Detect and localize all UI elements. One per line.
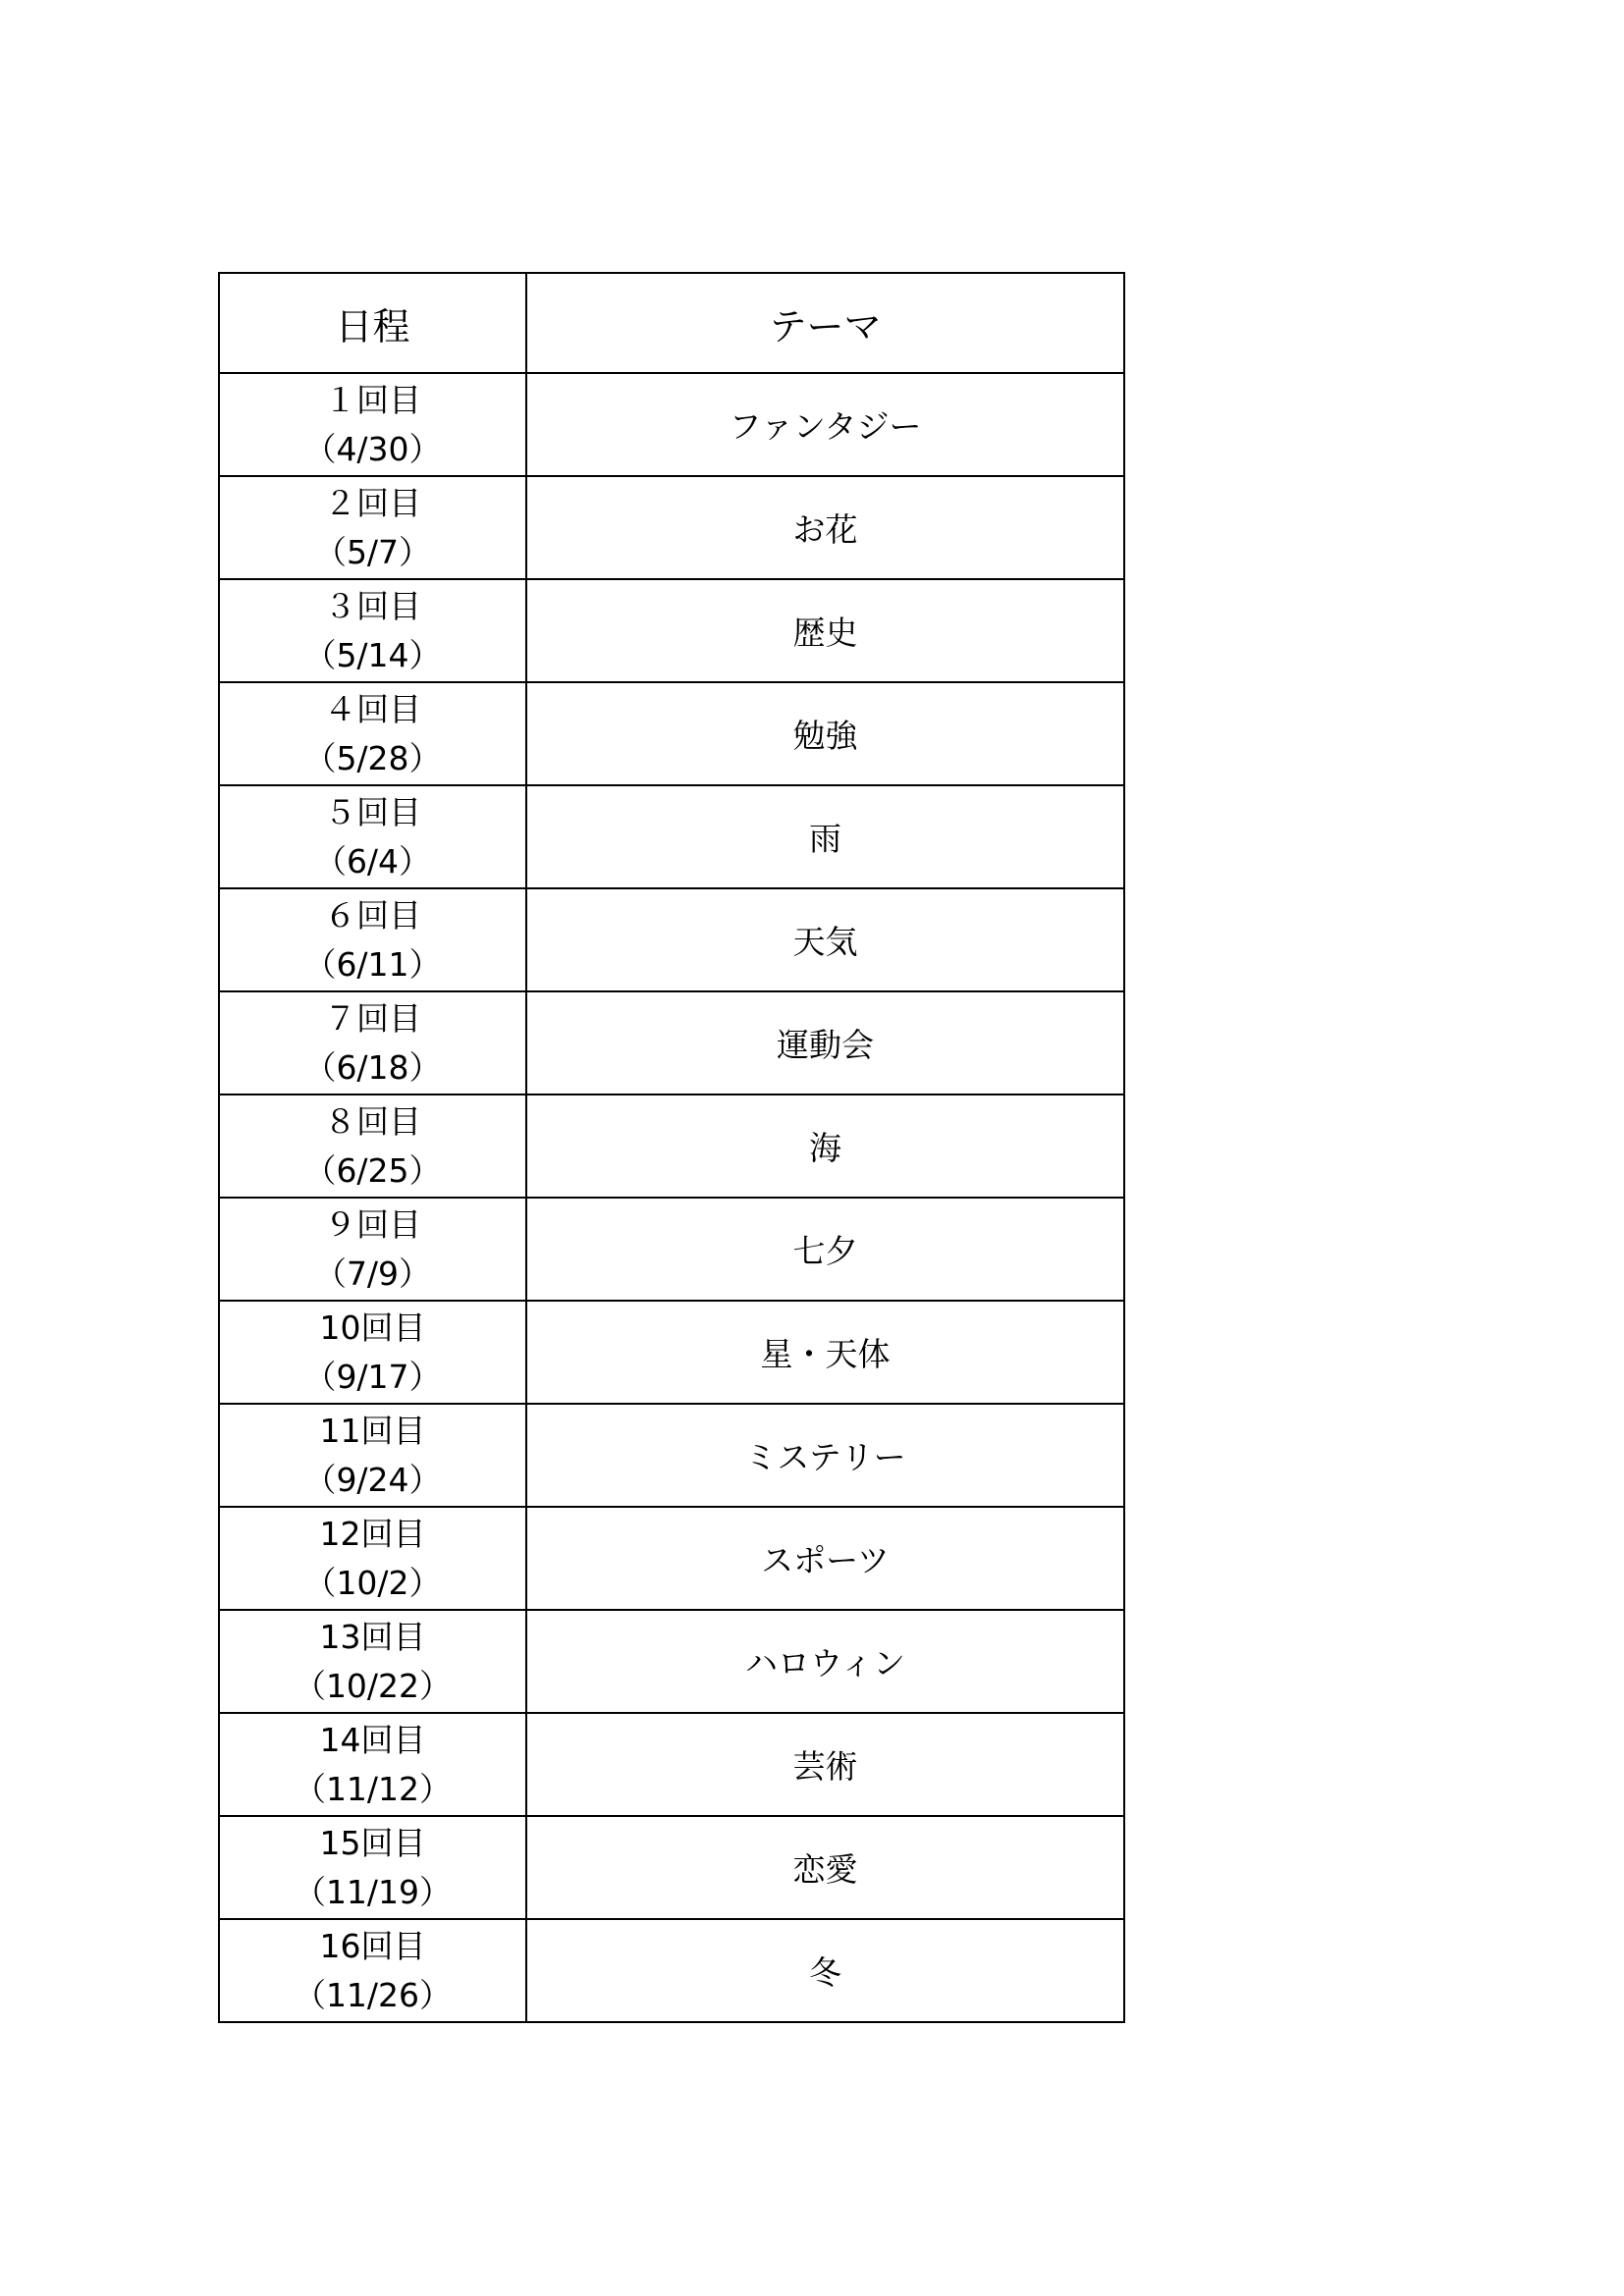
- theme-cell: お花: [526, 476, 1124, 579]
- date-cell: [219, 682, 526, 785]
- table-row: [219, 1404, 1124, 1507]
- theme-cell: 歴史: [526, 579, 1124, 682]
- session-label: ８回目: [324, 1101, 421, 1141]
- table-row: [219, 1816, 1124, 1919]
- session-date: （6/4）: [313, 841, 432, 881]
- session-date: （9/17）: [303, 1357, 442, 1396]
- date-cell: [219, 1816, 526, 1919]
- date-cell: [219, 888, 526, 991]
- theme-cell: 天気: [526, 888, 1124, 991]
- session-date: （4/30）: [303, 429, 442, 468]
- table-row: [219, 991, 1124, 1095]
- table-row: [219, 476, 1124, 579]
- theme-cell: 勉強: [526, 682, 1124, 785]
- session-label: 15回目: [319, 1823, 426, 1862]
- date-cell: [219, 1610, 526, 1713]
- session-date: （10/22）: [293, 1666, 453, 1705]
- theme-cell: 七夕: [526, 1198, 1124, 1301]
- date-cell: [219, 1919, 526, 2022]
- table-row: [219, 682, 1124, 785]
- session-date: （11/26）: [293, 1975, 453, 2014]
- theme-cell: 海: [526, 1095, 1124, 1198]
- session-date: （10/2）: [303, 1563, 442, 1602]
- header-date: 日程: [219, 273, 526, 373]
- session-label: ３回目: [324, 586, 421, 625]
- date-cell: [219, 1713, 526, 1816]
- session-label: ６回目: [324, 895, 421, 934]
- session-date: （5/14）: [303, 635, 442, 674]
- session-date: （11/19）: [293, 1872, 453, 1911]
- date-cell: [219, 373, 526, 476]
- date-cell: [219, 1404, 526, 1507]
- theme-cell: 芸術: [526, 1713, 1124, 1816]
- theme-cell: 恋愛: [526, 1816, 1124, 1919]
- date-cell: [219, 579, 526, 682]
- table-row: [219, 1198, 1124, 1301]
- header-theme: テーマ: [526, 273, 1124, 373]
- theme-cell: 星・天体: [526, 1301, 1124, 1404]
- session-label: 10回目: [319, 1308, 426, 1347]
- session-label: 11回目: [319, 1411, 426, 1450]
- theme-cell: 運動会: [526, 991, 1124, 1095]
- theme-cell: 雨: [526, 785, 1124, 888]
- date-cell: [219, 1198, 526, 1301]
- table-row: [219, 373, 1124, 476]
- table-row: [219, 1301, 1124, 1404]
- session-label: 13回目: [319, 1617, 426, 1656]
- session-label: ７回目: [324, 998, 421, 1038]
- session-date: （9/24）: [303, 1460, 442, 1499]
- session-date: （5/7）: [313, 532, 432, 571]
- session-label: １回目: [324, 380, 421, 419]
- session-label: ２回目: [324, 483, 421, 522]
- theme-cell: スポーツ: [526, 1507, 1124, 1610]
- session-label: ４回目: [324, 689, 421, 728]
- date-cell: [219, 1507, 526, 1610]
- theme-cell: ミステリー: [526, 1404, 1124, 1507]
- table-row: [219, 888, 1124, 991]
- date-cell: [219, 991, 526, 1095]
- table-row: [219, 1713, 1124, 1816]
- table-row: [219, 579, 1124, 682]
- session-date: （6/18）: [303, 1047, 442, 1087]
- table-row: [219, 1610, 1124, 1713]
- date-cell: [219, 1301, 526, 1404]
- session-label: 16回目: [319, 1926, 426, 1965]
- date-cell: [219, 1095, 526, 1198]
- session-date: （11/12）: [293, 1769, 453, 1808]
- table-row: [219, 1507, 1124, 1610]
- session-label: ９回目: [324, 1204, 421, 1244]
- theme-cell: ハロウィン: [526, 1610, 1124, 1713]
- session-label: 14回目: [319, 1720, 426, 1759]
- session-date: （7/9）: [313, 1254, 432, 1293]
- theme-cell: 冬: [526, 1919, 1124, 2022]
- session-date: （6/11）: [303, 944, 442, 984]
- session-label: ５回目: [324, 792, 421, 831]
- session-label: 12回目: [319, 1514, 426, 1553]
- date-cell: [219, 476, 526, 579]
- session-date: （5/28）: [303, 738, 442, 777]
- schedule-table: [218, 272, 1125, 2023]
- date-cell: [219, 785, 526, 888]
- table-row: [219, 785, 1124, 888]
- table-row: [219, 1095, 1124, 1198]
- theme-cell: ファンタジー: [526, 373, 1124, 476]
- session-date: （6/25）: [303, 1150, 442, 1190]
- table-row: [219, 1919, 1124, 2022]
- table-header-row: [219, 273, 1124, 373]
